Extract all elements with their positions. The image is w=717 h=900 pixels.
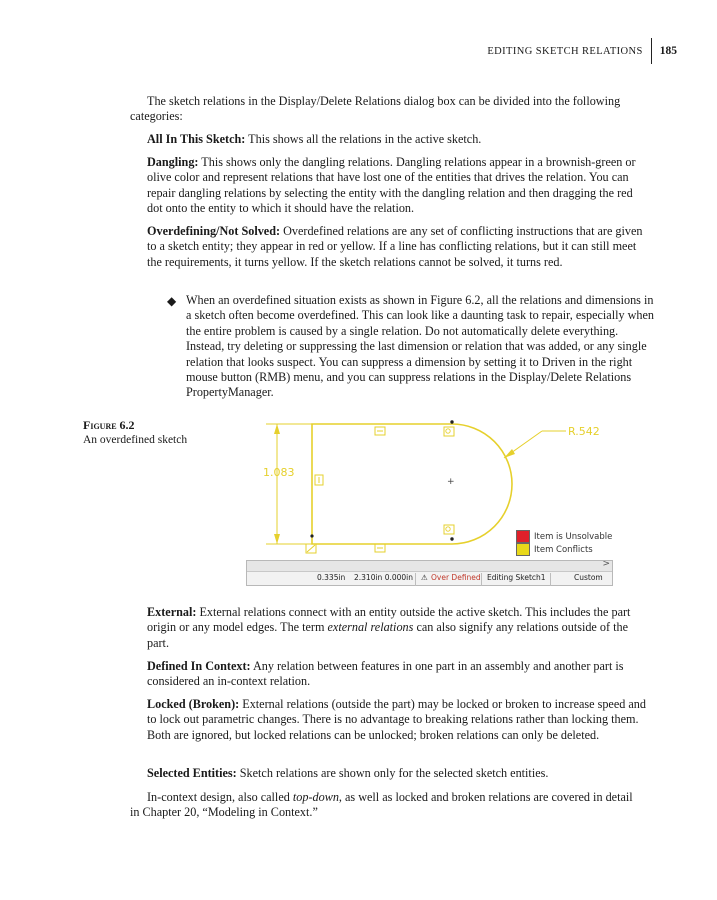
- status-bar: [246, 560, 613, 586]
- legend-row-conflicts: [516, 543, 612, 556]
- category-defined-in-context: [147, 659, 647, 690]
- desc-overdefining: Overdefined relations are any set of conflicting instructions that are given to a sketch entity; they appear in red or yellow. If a line has conflicting relations, but it can still meet the requirements, it turns yellow. If the sketch relations cannot be solved, it turns red.: [147, 224, 643, 269]
- arc-center-mark-icon: +: [447, 477, 455, 487]
- closing-text-a: In-context design, also called: [147, 790, 293, 804]
- status-units[interactable]: Custom: [574, 573, 603, 582]
- closing-paragraph: [130, 790, 640, 821]
- term-selected-entities: Selected Entities:: [147, 766, 237, 780]
- desc-dangling: This shows only the dangling relations. Dangling relations appear in a brownish-green or olive color and represent relations that have lost one of the entities that drives the relation. You can repair dangling relations by selecting the entity with the dangling relation and then dragging the red dot onto the entity to which it should have the relation.: [147, 155, 636, 216]
- dimension-arrow-bottom: [274, 534, 280, 544]
- legend-label-conflicts: Item Conflicts: [534, 544, 593, 555]
- legend-row-unsolvable: [516, 530, 612, 543]
- desc-external-a: External relations connect with an entity outside the active sketch. This includes the part origin or any model edges. The term: [147, 605, 631, 635]
- term-locked-broken: Locked (Broken):: [147, 697, 240, 711]
- figure-caption: An overdefined sketch: [83, 434, 188, 446]
- category-all-in-sketch: [147, 132, 647, 147]
- radius-arrow: [504, 449, 515, 458]
- bullet-paragraph: When an overdefined situation exists as shown in Figure 6.2, all the relations and dimensions in a sketch often become overdefined. This can look like a daunting task to repair, especially when the entire problem is caused by a single relation. Do not automatically delete everything. Instead, try deleting or suppressing the last dimension or relation that was added, or any single relation that looks suspect. You can suppress a dimension by setting it to Driven in the right mouse button (RMB) menu, and you can suppress relations in the Display/Delete Relations PropertyManager.: [186, 293, 655, 400]
- dimension-radius: R.542: [568, 425, 600, 438]
- category-selected-entities: [147, 766, 647, 781]
- sketch-point-top: [450, 420, 453, 423]
- closing-text-b: , as well as locked and broken relations are covered in detail in Chapter 20, “Modeling in Context.”: [130, 790, 633, 820]
- dimension-height: 1.083: [263, 466, 295, 479]
- desc-defined-in-context: Any relation between features in one part in an assembly and another part is considered an in-context relation.: [147, 659, 624, 689]
- italic-top-down: top-down: [292, 790, 339, 804]
- horizontal-scrollbar[interactable]: [247, 561, 612, 572]
- term-external: External:: [147, 605, 197, 619]
- sketch-profile: [312, 424, 512, 544]
- intro-paragraph: The sketch relations in the Display/Delete Relations dialog box can be divided into the following categories:: [130, 94, 621, 124]
- figure-number: Figure 6.2: [83, 418, 135, 432]
- page-number: 185: [659, 45, 677, 57]
- status-legend: [516, 530, 612, 556]
- category-dangling: [147, 155, 649, 217]
- running-header: [487, 40, 677, 62]
- term-dangling: Dangling:: [147, 155, 199, 169]
- dimension-arrow-top: [274, 424, 280, 434]
- legend-label-unsolvable: Item is Unsolvable: [534, 531, 613, 542]
- term-all-in-sketch: All In This Sketch:: [147, 132, 246, 146]
- status-over-defined[interactable]: Over Defined: [431, 573, 481, 582]
- swatch-unsolvable: [516, 530, 530, 543]
- chapter-section-title: EDITING SKETCH RELATIONS: [487, 45, 643, 57]
- status-x-value: 0.335in: [317, 573, 346, 582]
- sketch-point-corner: [310, 534, 313, 537]
- swatch-conflicts: [516, 543, 530, 556]
- category-external: [147, 605, 652, 651]
- term-defined-in-context: Defined In Context:: [147, 659, 251, 673]
- status-coordinates: 2.310in 0.000in: [354, 573, 414, 582]
- sketch-point-bottom: [450, 537, 453, 540]
- category-locked-broken: [147, 697, 652, 743]
- term-overdefining: Overdefining/Not Solved:: [147, 224, 281, 238]
- desc-all-in-sketch: This shows all the relations in the active sketch.: [245, 132, 482, 146]
- scroll-right-icon[interactable]: >: [602, 559, 610, 569]
- status-fields: [247, 572, 612, 585]
- italic-external-relations: external relations: [327, 620, 414, 635]
- status-editing-mode: Editing Sketch1: [487, 573, 546, 582]
- category-overdefining: [147, 224, 652, 270]
- bullet-diamond-icon: ◆: [167, 294, 177, 308]
- desc-selected-entities: Sketch relations are shown only for the selected sketch entities.: [236, 766, 549, 780]
- status-warning-icon: ⚠: [421, 573, 428, 582]
- desc-external-b: can also signify any relations outside of the part.: [147, 620, 628, 650]
- figure-label: [83, 418, 187, 448]
- desc-locked-broken: External relations (outside the part) may be locked or broken to increase speed and to lock out parametric changes. There is no advantage to breaking relations rather than locking them. Both are ignored, but locked relations can be unlocked; broken relations can only be deleted.: [147, 697, 646, 742]
